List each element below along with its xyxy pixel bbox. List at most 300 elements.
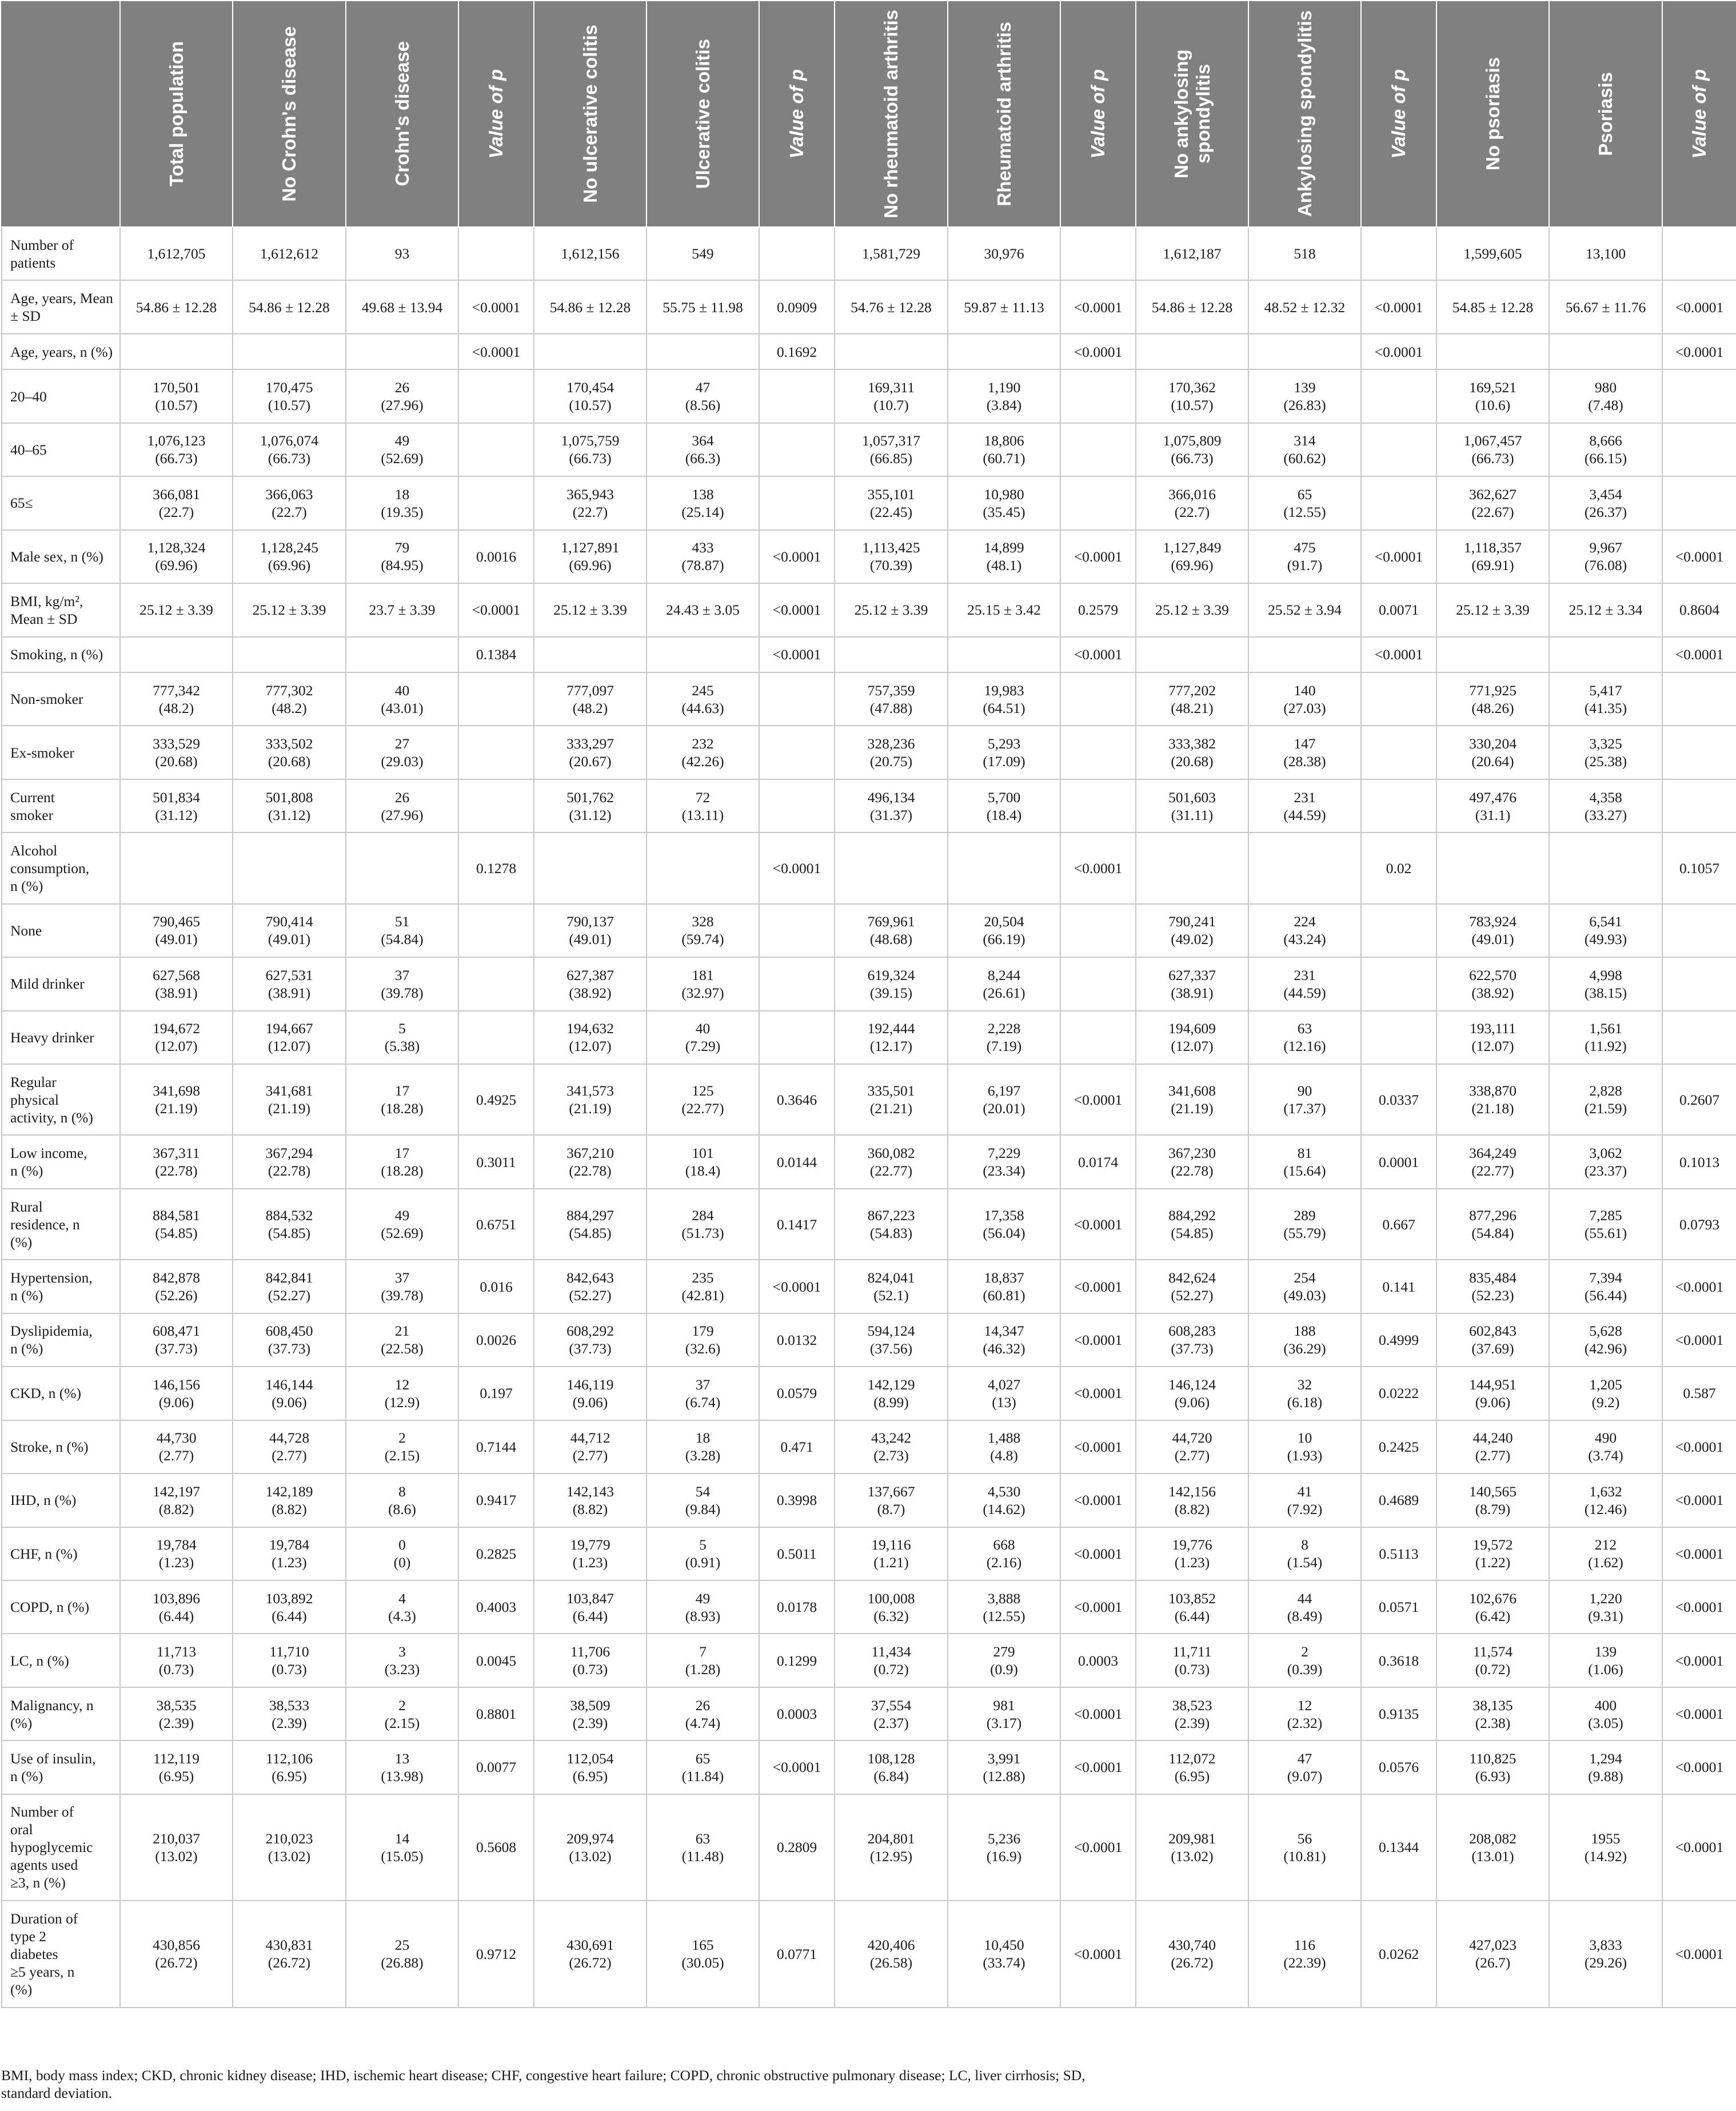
cell-line: (21.18) — [1471, 1100, 1514, 1117]
table-cell — [759, 476, 835, 529]
cell-line: 17 — [394, 1082, 410, 1100]
table-cell — [1549, 1794, 1662, 1901]
table-cell — [233, 1740, 346, 1794]
table-cell — [759, 1260, 835, 1313]
cell-line: 38,509 — [570, 1696, 610, 1714]
row-label-cell — [2, 334, 120, 369]
table-cell — [1436, 1011, 1549, 1064]
cell-line: 10 — [1297, 1429, 1312, 1447]
cell-line: <0.0001 — [1073, 1759, 1123, 1776]
table-cell — [534, 637, 646, 672]
table-cell — [346, 1740, 458, 1794]
table-cell — [1662, 1420, 1736, 1473]
cell-line: (10.57) — [569, 397, 612, 414]
cell-line: (6.95) — [158, 1767, 194, 1785]
table-cell — [120, 1260, 233, 1313]
table-row — [2, 280, 1736, 333]
table-cell — [1662, 1901, 1736, 2007]
table-cell — [759, 1135, 835, 1188]
table-cell — [948, 1901, 1060, 2007]
row-label-cell — [2, 726, 120, 779]
cell-line: 146,144 — [265, 1376, 313, 1393]
table-cell — [1136, 1260, 1248, 1313]
table-cell — [948, 334, 1060, 369]
table-cell — [759, 904, 835, 957]
cell-line: 194,672 — [153, 1020, 200, 1037]
cell-line: (44.59) — [1283, 806, 1326, 823]
cell-line: 44,730 — [156, 1429, 197, 1447]
cell-line: (38.91) — [268, 984, 311, 1001]
cell-line: <0.0001 — [1073, 1216, 1123, 1233]
cell-line: 110,825 — [1469, 1750, 1516, 1767]
table-cell — [1361, 957, 1436, 1010]
cell-line: 26 — [394, 379, 410, 396]
cell-line: (10.57) — [268, 397, 311, 414]
cell-line: 11,434 — [871, 1643, 911, 1660]
row-label-line: oral — [10, 1821, 33, 1838]
table-cell — [835, 1794, 948, 1901]
cell-line: (10.7) — [873, 397, 909, 414]
table-cell — [646, 1794, 759, 1901]
cell-line: (26.72) — [268, 1954, 311, 1971]
cell-line: (23.34) — [983, 1162, 1025, 1180]
cell-line: 11,713 — [156, 1643, 197, 1660]
table-row — [2, 1794, 1736, 1901]
cell-line: (56.04) — [983, 1225, 1025, 1242]
table-cell — [1136, 1794, 1248, 1901]
cell-line: 333,502 — [265, 735, 313, 752]
cell-line: (38.91) — [1171, 984, 1214, 1001]
cell-line: 790,137 — [566, 913, 614, 930]
table-cell — [1549, 423, 1662, 476]
table-cell — [1060, 1740, 1136, 1794]
table-cell — [759, 530, 835, 583]
cell-line: (3.17) — [986, 1714, 1022, 1731]
cell-line: 602,843 — [1469, 1323, 1516, 1340]
table-cell — [1136, 583, 1248, 636]
cell-line: 26 — [394, 788, 410, 806]
table-cell — [233, 583, 346, 636]
row-label-line: n (%) — [10, 1340, 43, 1357]
column-header — [458, 1, 534, 227]
table-cell — [1248, 369, 1361, 423]
cell-line: 1,075,759 — [561, 432, 620, 449]
cell-line: (54.83) — [869, 1225, 913, 1242]
table-cell — [346, 1527, 458, 1580]
table-cell — [948, 1064, 1060, 1135]
table-cell — [1662, 1260, 1736, 1313]
cell-line: (33.74) — [983, 1954, 1025, 1971]
table-cell — [1436, 280, 1549, 333]
table-cell — [1436, 833, 1549, 903]
row-label-line: None — [10, 922, 42, 939]
table-cell — [759, 227, 835, 280]
table-cell — [835, 1580, 948, 1634]
table-cell — [835, 672, 948, 726]
table-cell — [1662, 833, 1736, 903]
cell-line: 0.0077 — [476, 1759, 517, 1776]
cell-line: <0.0001 — [1073, 298, 1123, 316]
table-cell — [948, 280, 1060, 333]
cell-line: (55.61) — [1584, 1225, 1627, 1242]
table-cell — [1662, 530, 1736, 583]
cell-line: (13.01) — [1471, 1847, 1514, 1865]
cell-line: 1,118,357 — [1463, 539, 1522, 556]
table-cell — [1361, 1420, 1436, 1473]
row-label-line: Age, years, n (%) — [10, 343, 113, 360]
cell-line: (5.38) — [384, 1038, 420, 1055]
table-cell — [1662, 1794, 1736, 1901]
table-cell — [1436, 1260, 1549, 1313]
table-cell — [458, 1740, 534, 1794]
table-cell — [1662, 1064, 1736, 1135]
table-cell — [534, 530, 646, 583]
table-cell — [646, 1634, 759, 1687]
cell-line: <0.0001 — [1073, 1091, 1123, 1108]
cell-line: 790,241 — [1168, 913, 1216, 930]
table-cell — [759, 1901, 835, 2007]
cell-line: 769,961 — [867, 913, 915, 930]
cell-line: 1,599,605 — [1463, 245, 1522, 262]
column-header — [835, 1, 948, 227]
cell-line: 37 — [394, 966, 410, 983]
cell-line: (49.02) — [1171, 931, 1214, 948]
table-cell — [120, 476, 233, 529]
cell-line: (11.92) — [1585, 1038, 1627, 1055]
table-cell — [948, 369, 1060, 423]
cell-line: 0.3998 — [776, 1492, 817, 1509]
table-cell — [1136, 833, 1248, 903]
cell-line: 231 — [1294, 788, 1316, 806]
row-label-cell — [2, 1313, 120, 1367]
table-cell — [1248, 833, 1361, 903]
table-cell — [759, 779, 835, 833]
table-cell — [120, 1901, 233, 2007]
cell-line: (46.32) — [983, 1340, 1025, 1357]
table-cell — [346, 530, 458, 583]
cell-line: (52.69) — [381, 1225, 424, 1242]
header-wrap — [1249, 2, 1360, 225]
table-row — [2, 779, 1736, 833]
cell-line: 112,054 — [566, 1750, 614, 1767]
table-cell — [1361, 1189, 1436, 1260]
cell-line: (4.8) — [990, 1447, 1018, 1464]
cell-line: (22.7) — [572, 503, 608, 520]
table-cell — [835, 637, 948, 672]
cell-line: (1.23) — [272, 1554, 307, 1571]
cell-line: 44,728 — [269, 1429, 310, 1447]
cell-line: 0.2607 — [1679, 1091, 1720, 1108]
table-cell — [948, 583, 1060, 636]
table-cell — [948, 1687, 1060, 1740]
cell-line: 490 — [1594, 1429, 1617, 1447]
table-cell — [835, 1420, 948, 1473]
table-cell — [1060, 1794, 1136, 1901]
cell-line: 17 — [394, 1145, 410, 1162]
table-cell — [1361, 1901, 1436, 2007]
table-row — [2, 1687, 1736, 1740]
cell-line: 224 — [1294, 913, 1316, 930]
cell-line: 0.0003 — [776, 1706, 817, 1723]
table-cell — [233, 1634, 346, 1687]
cell-line: (33.27) — [1584, 806, 1627, 823]
cell-line: 0.667 — [1382, 1216, 1415, 1233]
cell-line: (38.92) — [569, 984, 612, 1001]
table-row — [2, 476, 1736, 529]
cell-line: 41 — [1297, 1483, 1312, 1500]
cell-line: 0.0576 — [1378, 1759, 1419, 1776]
table-cell — [1549, 1064, 1662, 1135]
row-label-line: BMI, kg/m², Mean ± SD — [10, 592, 83, 627]
table-cell — [534, 672, 646, 726]
cell-line: 1,612,156 — [561, 245, 620, 262]
cell-line: (31.1) — [1475, 806, 1511, 823]
table-cell — [233, 1420, 346, 1473]
table-cell — [1361, 1634, 1436, 1687]
table-cell — [120, 1189, 233, 1260]
cell-line: (52.27) — [569, 1287, 612, 1304]
cell-line: 142,129 — [867, 1376, 915, 1393]
row-label-cell — [2, 227, 120, 280]
table-cell — [346, 833, 458, 903]
header-wrap — [459, 2, 533, 225]
table-cell — [534, 369, 646, 423]
table-cell — [1248, 1580, 1361, 1634]
cell-line: (9.88) — [1588, 1767, 1623, 1785]
cell-line: 842,878 — [153, 1269, 200, 1286]
row-label-line: smoker — [10, 806, 54, 823]
cell-line: (35.45) — [983, 503, 1025, 520]
column-header — [948, 1, 1060, 227]
table-cell — [233, 779, 346, 833]
table-cell — [1060, 1901, 1136, 2007]
table-cell — [1662, 1367, 1736, 1420]
cell-line: (21.19) — [268, 1100, 311, 1117]
cell-line: 1,057,317 — [862, 432, 920, 449]
cell-line: (76.08) — [1584, 557, 1627, 574]
table-footnote — [1, 2066, 1144, 2102]
table-cell — [1662, 1135, 1736, 1188]
cell-line: 24.43 ± 3.05 — [666, 602, 740, 619]
table-cell — [1662, 1011, 1736, 1064]
cell-line: (9.31) — [1588, 1607, 1623, 1624]
cell-line: 51 — [394, 913, 410, 930]
table-cell — [1060, 1189, 1136, 1260]
cell-line: (18.4) — [685, 1162, 721, 1180]
table-cell — [120, 1794, 233, 1901]
cell-line: 47 — [695, 379, 711, 396]
cell-line: (6.93) — [1475, 1767, 1511, 1785]
cell-line: 668 — [993, 1536, 1015, 1554]
cell-line: <0.0001 — [1073, 1492, 1123, 1509]
row-label-cell — [2, 423, 120, 476]
row-label-line: Regular — [10, 1073, 57, 1090]
cell-line: (52.69) — [381, 450, 424, 467]
table-cell — [1361, 1473, 1436, 1527]
table-cell — [835, 726, 948, 779]
table-row — [2, 423, 1736, 476]
cell-line: (60.62) — [1283, 450, 1326, 467]
cell-line: (0.39) — [1287, 1661, 1323, 1678]
table-cell — [233, 1473, 346, 1527]
cell-line: (3.74) — [1588, 1447, 1623, 1464]
cell-line: 56.67 ± 11.76 — [1565, 298, 1646, 316]
table-cell — [835, 530, 948, 583]
table-cell — [346, 957, 458, 1010]
table-cell — [1662, 1189, 1736, 1260]
table-cell — [120, 369, 233, 423]
cell-line: (2.32) — [1287, 1714, 1323, 1731]
cell-line: (66.15) — [1584, 450, 1627, 467]
cell-line: 627,568 — [153, 966, 200, 983]
table-cell — [346, 280, 458, 333]
table-cell — [120, 1367, 233, 1420]
cell-line: 835,484 — [1469, 1269, 1516, 1286]
table-cell — [1248, 530, 1361, 583]
cell-line: 11,710 — [269, 1643, 309, 1660]
table-cell — [1549, 334, 1662, 369]
cell-line: 2 — [398, 1429, 406, 1447]
cell-line: (78.87) — [681, 557, 724, 574]
table-cell — [646, 904, 759, 957]
cell-line: 884,581 — [153, 1207, 200, 1224]
table-cell — [1248, 334, 1361, 369]
table-cell — [458, 637, 534, 672]
cell-line: 0.9135 — [1378, 1706, 1419, 1723]
cell-line: 140,565 — [1469, 1483, 1516, 1500]
cell-line: 3,454 — [1589, 485, 1622, 503]
table-cell — [1662, 1580, 1736, 1634]
cell-line: 25.12 ± 3.39 — [1155, 602, 1229, 619]
table-cell — [1662, 904, 1736, 957]
cell-line: 0.0071 — [1378, 602, 1419, 619]
cell-line: (8.93) — [685, 1607, 721, 1624]
cell-line: 48.52 ± 12.32 — [1264, 298, 1346, 316]
cell-line: (30.05) — [681, 1954, 724, 1971]
cell-line: (66.3) — [685, 450, 721, 467]
cell-line: 627,387 — [566, 966, 614, 983]
row-label-line: Heavy drinker — [10, 1029, 94, 1046]
cell-line: 0.5608 — [476, 1839, 517, 1856]
cell-line: (2.37) — [873, 1714, 909, 1731]
table-cell — [835, 280, 948, 333]
table-cell — [1549, 672, 1662, 726]
table-cell — [1436, 726, 1549, 779]
cell-line: 103,896 — [153, 1590, 200, 1607]
table-cell — [646, 334, 759, 369]
cell-line: (3.05) — [1588, 1714, 1623, 1731]
table-cell — [1361, 1580, 1436, 1634]
table-cell — [1248, 1687, 1361, 1740]
table-cell — [1436, 227, 1549, 280]
table-cell — [534, 1473, 646, 1527]
cell-line: 497,476 — [1469, 788, 1516, 806]
cell-line: 2 — [1301, 1643, 1308, 1660]
cell-line: 44,712 — [570, 1429, 610, 1447]
table-cell — [1060, 726, 1136, 779]
cell-line: (7.29) — [685, 1038, 721, 1055]
cell-line: (48.2) — [158, 699, 194, 716]
cell-line: 3,325 — [1589, 735, 1622, 752]
cell-line: 140 — [1294, 682, 1316, 699]
table-cell — [646, 1189, 759, 1260]
table-cell — [759, 957, 835, 1010]
table-cell — [1136, 779, 1248, 833]
cell-line: (1.23) — [1174, 1554, 1210, 1571]
table-cell — [1248, 1794, 1361, 1901]
cell-line: 884,532 — [265, 1207, 313, 1224]
table-cell — [759, 1473, 835, 1527]
table-cell — [458, 1313, 534, 1367]
table-row — [2, 1634, 1736, 1687]
table-cell — [534, 1634, 646, 1687]
row-label-line: Malignancy, n — [10, 1696, 94, 1714]
cell-line: <0.0001 — [1073, 343, 1123, 360]
row-label-line: 20–40 — [10, 388, 47, 405]
cell-line: (49.01) — [155, 931, 198, 948]
table-cell — [1662, 334, 1736, 369]
cell-line: 25.12 ± 3.34 — [1569, 602, 1643, 619]
cell-line: (43.01) — [381, 699, 424, 716]
cell-line: (17.37) — [1283, 1100, 1326, 1117]
table-cell — [1549, 1687, 1662, 1740]
table-cell — [233, 369, 346, 423]
cell-line: 5,700 — [987, 788, 1021, 806]
cell-line: 72 — [695, 788, 711, 806]
cell-line: 867,223 — [867, 1207, 915, 1224]
cell-line: (10.81) — [1283, 1847, 1326, 1865]
table-cell — [534, 904, 646, 957]
row-label-line: Use of insulin, — [10, 1750, 96, 1767]
cell-line: (48.26) — [1471, 699, 1514, 716]
table-cell — [759, 833, 835, 903]
table-cell — [1136, 369, 1248, 423]
column-header-label: Total population — [165, 41, 187, 187]
table-cell — [1361, 1740, 1436, 1794]
cell-line: (37.73) — [569, 1340, 612, 1357]
table-cell — [233, 1901, 346, 2007]
cell-line: (17.09) — [983, 753, 1025, 770]
table-cell — [948, 726, 1060, 779]
cell-line: 137,667 — [867, 1483, 915, 1500]
table-cell — [1136, 1473, 1248, 1527]
table-cell — [1436, 1901, 1549, 2007]
table-cell — [120, 1687, 233, 1740]
table-cell — [1436, 1367, 1549, 1420]
cell-line: 333,382 — [1168, 735, 1216, 752]
cell-line: 3 — [398, 1643, 406, 1660]
table-cell — [1549, 476, 1662, 529]
table-cell — [120, 583, 233, 636]
cell-line: (70.39) — [869, 557, 913, 574]
cell-line: 125 — [692, 1082, 714, 1100]
table-cell — [948, 227, 1060, 280]
cell-line: 0.0003 — [1077, 1652, 1119, 1669]
cell-line: (20.68) — [1171, 753, 1214, 770]
table-cell — [759, 1794, 835, 1901]
table-cell — [346, 1420, 458, 1473]
cell-line: 549 — [692, 245, 714, 262]
cell-line: 367,294 — [265, 1145, 313, 1162]
cell-line: 338,870 — [1469, 1082, 1516, 1100]
cell-line: 47 — [1297, 1750, 1312, 1767]
cell-line: (22.58) — [381, 1340, 424, 1357]
table-cell — [233, 1794, 346, 1901]
cell-line: (2.39) — [1174, 1714, 1210, 1731]
row-label-cell — [2, 1740, 120, 1794]
row-label-line: 40–65 — [10, 441, 47, 458]
table-cell — [534, 1794, 646, 1901]
